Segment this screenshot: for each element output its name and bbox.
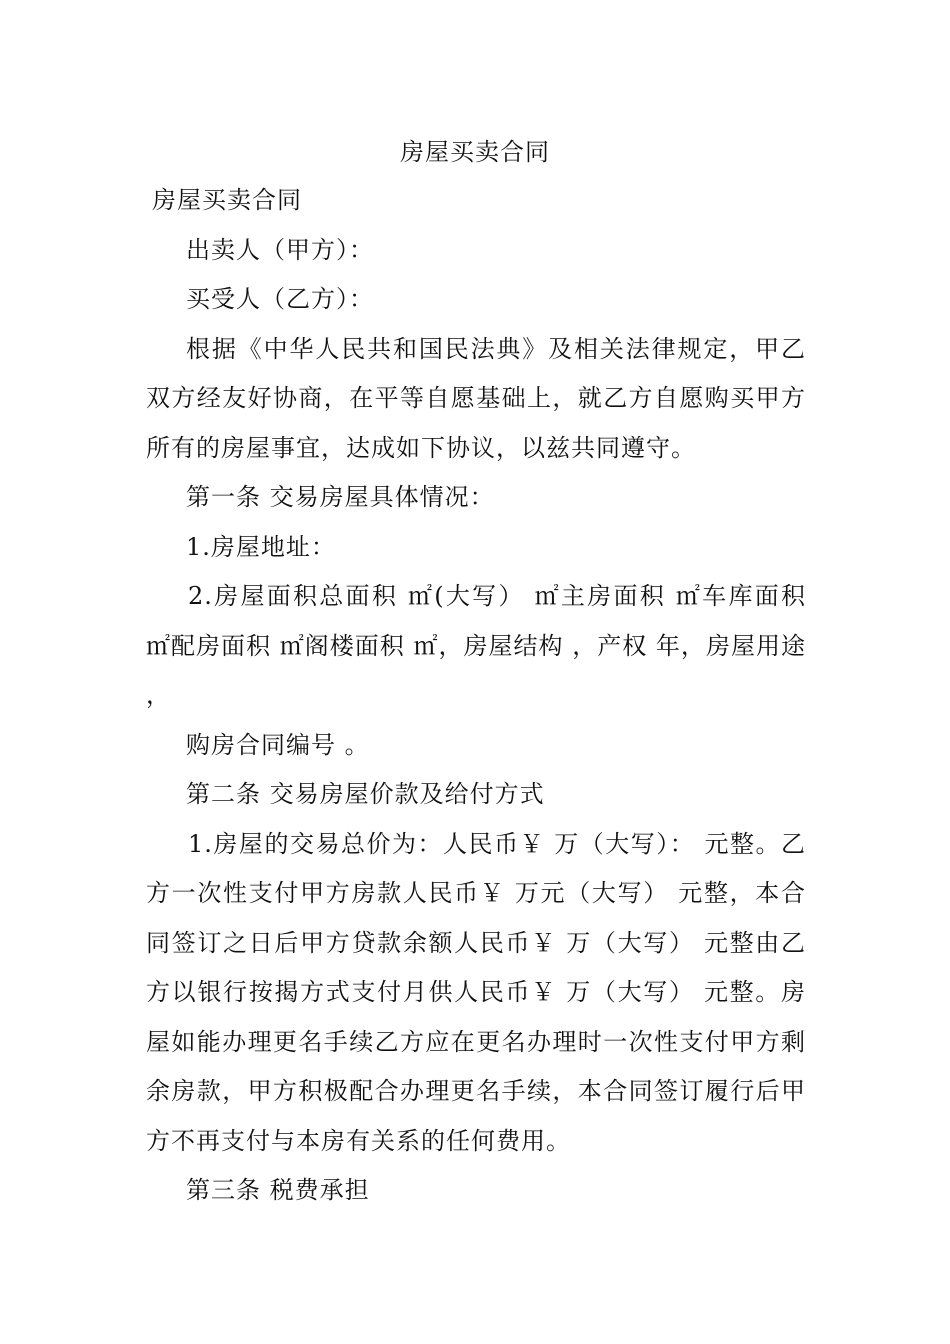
contract-number-line: 购房合同编号 。 bbox=[186, 730, 370, 759]
article-1-item-1: 1.房屋地址： bbox=[186, 532, 336, 561]
subtitle-line: 房屋买卖合同 bbox=[152, 186, 302, 214]
article-2-heading: 第二条 交易房屋价款及给付方式 bbox=[186, 780, 545, 808]
buyer-line: 买受人（乙方）： bbox=[186, 285, 374, 313]
document-body bbox=[146, 176, 806, 1216]
article-1-item-2: 2.房屋面积总面积 ㎡(大写） ㎡主房面积 ㎡车库面积 ㎡配房面积 ㎡阁楼面积 ㎡，房屋结构 ，产权 年，房屋用途 ， bbox=[146, 582, 806, 709]
document-title: 房屋买卖合同 bbox=[400, 138, 550, 166]
article-2-item-1: 1.房屋的交易总价为：人民币￥ 万（大写）： 元整。乙方一次性支付甲方房款人民币￥ 万元（大写） 元整，本合同签订之日后甲方贷款余额人民币￥ 万（大写） 元整由乙方以银行按揭方式支付月供人民币￥ 万（大写） 元整。房屋如能办理更名手续乙方应在更名办理时一次性支付甲方剩余房款，甲方积极配合办理更名手续，本合同签订履行后甲方不再支付与本房有关系的任何费用。 bbox=[146, 829, 806, 1155]
article-1-heading: 第一条 交易房屋具体情况： bbox=[186, 483, 495, 511]
article-3-heading: 第三条 税费承担 bbox=[186, 1176, 370, 1204]
seller-line: 出卖人（甲方）： bbox=[186, 235, 374, 264]
preamble-paragraph: 根据《中华人民共和国民法典》及相关法律规定，甲乙双方经友好协商，在平等自愿基础上，就乙方自愿购买甲方所有的房屋事宜，达成如下协议，以兹共同遵守。 bbox=[146, 334, 806, 462]
